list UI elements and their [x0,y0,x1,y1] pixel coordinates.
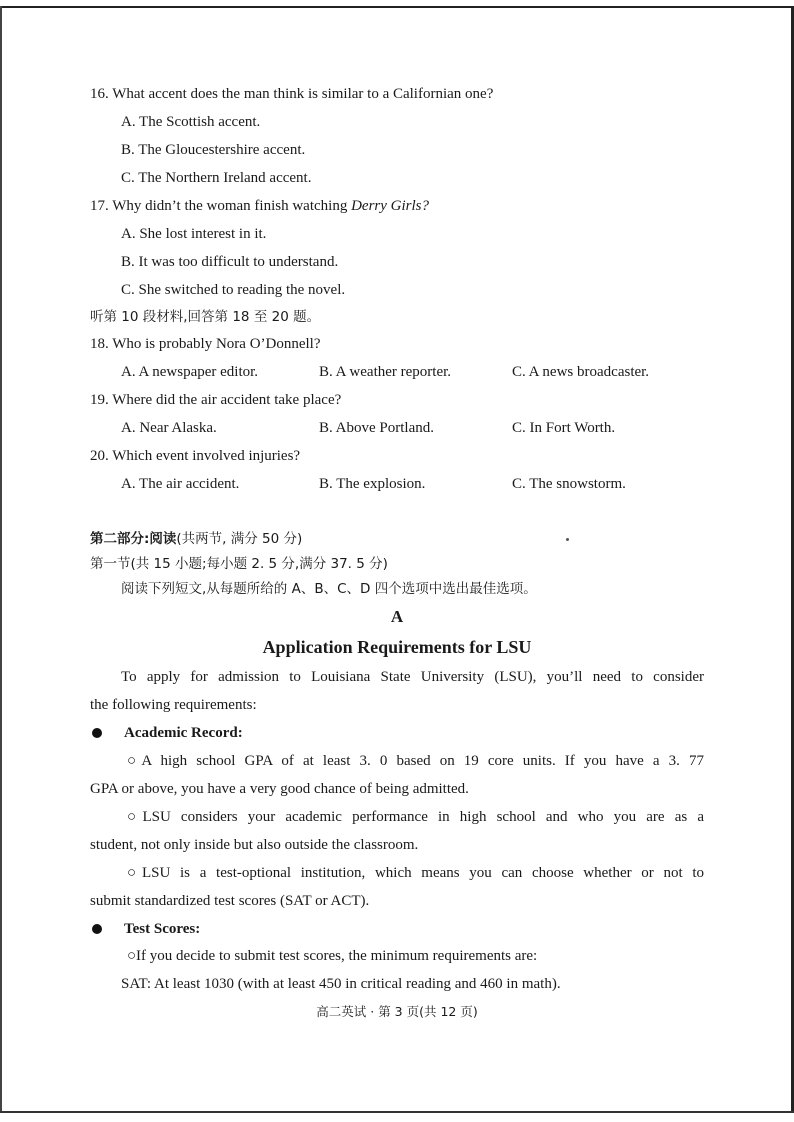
page-border-bottom [0,1111,794,1113]
bullet-icon [92,924,102,934]
question-20-option-c: C. The snowstorm. [512,476,626,492]
question-18-stem: 18. Who is probably Nora O’Donnell? [90,336,321,352]
question-17-option-c: C. She switched to reading the novel. [121,282,346,298]
page-border-top [0,6,792,8]
question-17-option-a: A. She lost interest in it. [121,226,267,242]
passage-intro-line2: the following requirements: [90,697,257,713]
passage-title: Application Requirements for LSU [262,637,532,657]
academic-record-heading: Academic Record: [124,725,243,741]
question-20-stem: 20. Which event involved injuries? [90,448,301,464]
question-18-option-b: B. A weather reporter. [319,364,452,380]
question-16-option-c: C. The Northern Ireland accent. [121,170,312,186]
question-19-option-c: C. In Fort Worth. [512,420,616,436]
part2-section1: 第一节(共 15 小题;每小题 2. 5 分,满分 37. 5 分) [90,556,388,572]
part2-header-title: 第二部分:阅读 [90,531,177,547]
question-16-stem: 16. What accent does the man think is similar to a Californian one? [90,86,494,102]
question-17-stem [90,197,429,215]
test-scores-p1: ○If you decide to submit test scores, the minimum requirements are: [127,948,538,964]
part2-header-score: (共两节, 满分 50 分) [176,531,303,547]
material-note: 听第 10 段材料,回答第 18 至 20 题。 [90,309,321,325]
passage-letter: A [390,607,404,626]
academic-p1-line2: GPA or above, you have a very good chance of being admitted. [90,781,469,797]
question-19-option-a: A. Near Alaska. [121,420,217,436]
academic-p2-line1: ○LSU considers your academic performance in high school and who you are as a [127,809,704,825]
test-scores-sat: SAT: At least 1030 (with at least 450 in critical reading and 460 in math). [121,976,561,992]
question-17-stem-title: Derry Girls? [351,198,430,214]
question-16-option-a: A. The Scottish accent. [121,114,261,130]
question-19-option-b: B. Above Portland. [319,420,434,436]
question-19-stem: 19. Where did the air accident take place? [90,392,342,408]
part2-instruction: 阅读下列短文,从每题所给的 A、B、C、D 四个选项中选出最佳选项。 [121,581,537,597]
test-scores-heading: Test Scores: [124,921,201,937]
question-16-option-b: B. The Gloucestershire accent. [121,142,306,158]
academic-p3-line1: ○LSU is a test-optional institution, which means you can choose whether or not to [127,865,704,881]
part2-header [90,530,302,548]
academic-p1-line1: ○A high school GPA of at least 3. 0 based on 19 core units. If you have a 3. 77 [127,753,704,769]
question-20-option-a: A. The air accident. [121,476,240,492]
passage-intro-line1: To apply for admission to Louisiana State University (LSU), you’ll need to consider [121,669,704,685]
scan-speck [566,538,569,541]
question-18-option-c: C. A news broadcaster. [512,364,650,380]
question-17-stem-text: 17. Why didn’t the woman finish watching [90,198,352,214]
academic-p2-line2: student, not only inside but also outside the classroom. [90,837,419,853]
bullet-icon [92,728,102,738]
academic-p3-line2: submit standardized test scores (SAT or ACT). [90,893,370,909]
question-20-option-b: B. The explosion. [319,476,426,492]
page-footer: 高二英试 · 第 3 页(共 12 页) [316,1004,478,1019]
question-17-option-b: B. It was too difficult to understand. [121,254,339,270]
question-18-option-a: A. A newspaper editor. [121,364,259,380]
page-border-left [0,6,2,1112]
